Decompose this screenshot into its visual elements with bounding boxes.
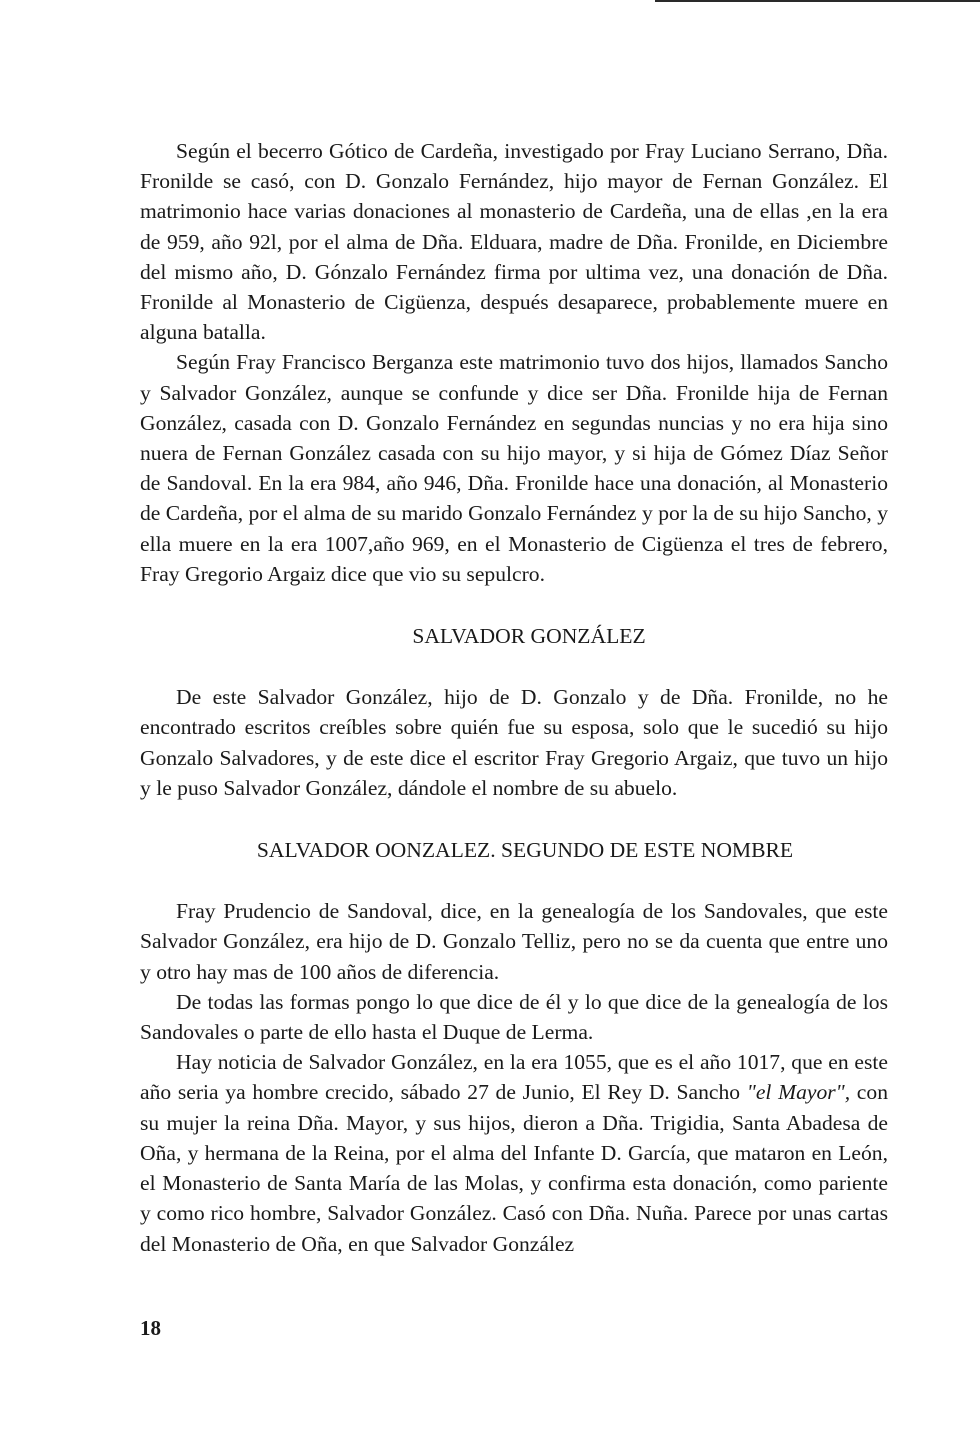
paragraph-text: Hay noticia de Salvador González, en la era 1055, que es el año 1017, que en este año seria ya hombre crecido, sábado 27 de Junio, El Rey D. Sancho [140,1050,888,1105]
spacer [140,589,888,621]
spacer [140,865,888,896]
paragraph-last [140,1047,888,1258]
spacer [140,651,888,682]
page-body [140,136,888,1259]
italic-epithet: "el Mayor", [746,1080,851,1105]
paragraph: Fray Prudencio de Sandoval, dice, en la genealogía de los Sandovales, que este Salvador González, era hijo de D. Gonzalo Telliz, pero no se da cuenta que entre uno y otro hay mas de 100 años de diferencia. [140,899,888,984]
paragraph: De este Salvador González, hijo de D. Gonzalo y de Dña. Fronilde, no he encontrado escritos creíbles sobre quién fue su esposa, solo que le sucedió su hijo Gonzalo Salvadores, y de este dice el escritor Fray Gregorio Argaiz, que tuvo un hijo y le puso Salvador González, dándole el nombre de su abuelo. [140,685,888,800]
section-heading-segundo-de-este-nombre: SALVADOR OONZALEZ. SEGUNDO DE ESTE NOMBRE [256,838,794,863]
paragraph-text: con su mujer la reina Dña. Mayor, y sus hijos, dieron a Dña. Trigidia, Santa Abadesa de Oña, y hermana de la Reina, por el alma del Infante D. García, que mataron en León, el Monasterio de Santa María de las Molas, y confirma esta donación, como pariente y como rico hombre, Salvador González. Casó con Dña. Nuña. Parece por unas cartas del Monasterio de Oña, en que Salvador González [140,1080,888,1256]
section-heading-salvador-gonzalez: SALVADOR GONZÁLEZ [412,624,646,649]
paragraph: De todas las formas pongo lo que dice de él y lo que dice de la genealogía de los Sandovales o parte de ello hasta el Duque de Lerma. [140,989,888,1045]
paragraph: Según Fray Francisco Berganza este matrimonio tuvo dos hijos, llamados Sancho y Salvador González, aunque se confunde y dice ser Dña. Fronilde hija de Fernan González, casada con D. Gonzalo Fernández en segundas nuncias y no era hija sino nuera de Fernan González casada con su hijo mayor, y si hija de Gómez Díaz Señor de Sandoval. En la era 984, año 946, Dña. Fronilde hace una donación, al Monasterio de Cardeña, por el alma de su marido Gonzalo Fernández y por la de su hijo Sancho, y ella muere en la era 1007,año 969, en el Monasterio de Cigüenza el tres de febrero, Fray Gregorio Argaiz dice que vio su sepulcro. [140,350,888,586]
page-number: 18 [140,1316,161,1340]
spacer [140,803,888,835]
paragraph: Según el becerro Gótico de Cardeña, investigado por Fray Luciano Serrano, Dña. Fronilde se casó, con D. Gonzalo Fernández, hijo mayor de Fernan González. El matrimonio hace varias donaciones al monasterio de Cardeña, una de ellas ,en la era de 959, año 92l, por el alma de Dña. Elduara, madre de Dña. Fronilde, en Diciembre del mismo año, D. Gónzalo Fernández firma por ultima vez, una donación de Dña. Fronilde al Monasterio de Cigüenza, después desaparece, probablemente muere en alguna batalla. [140,139,888,345]
top-rule [655,0,980,2]
